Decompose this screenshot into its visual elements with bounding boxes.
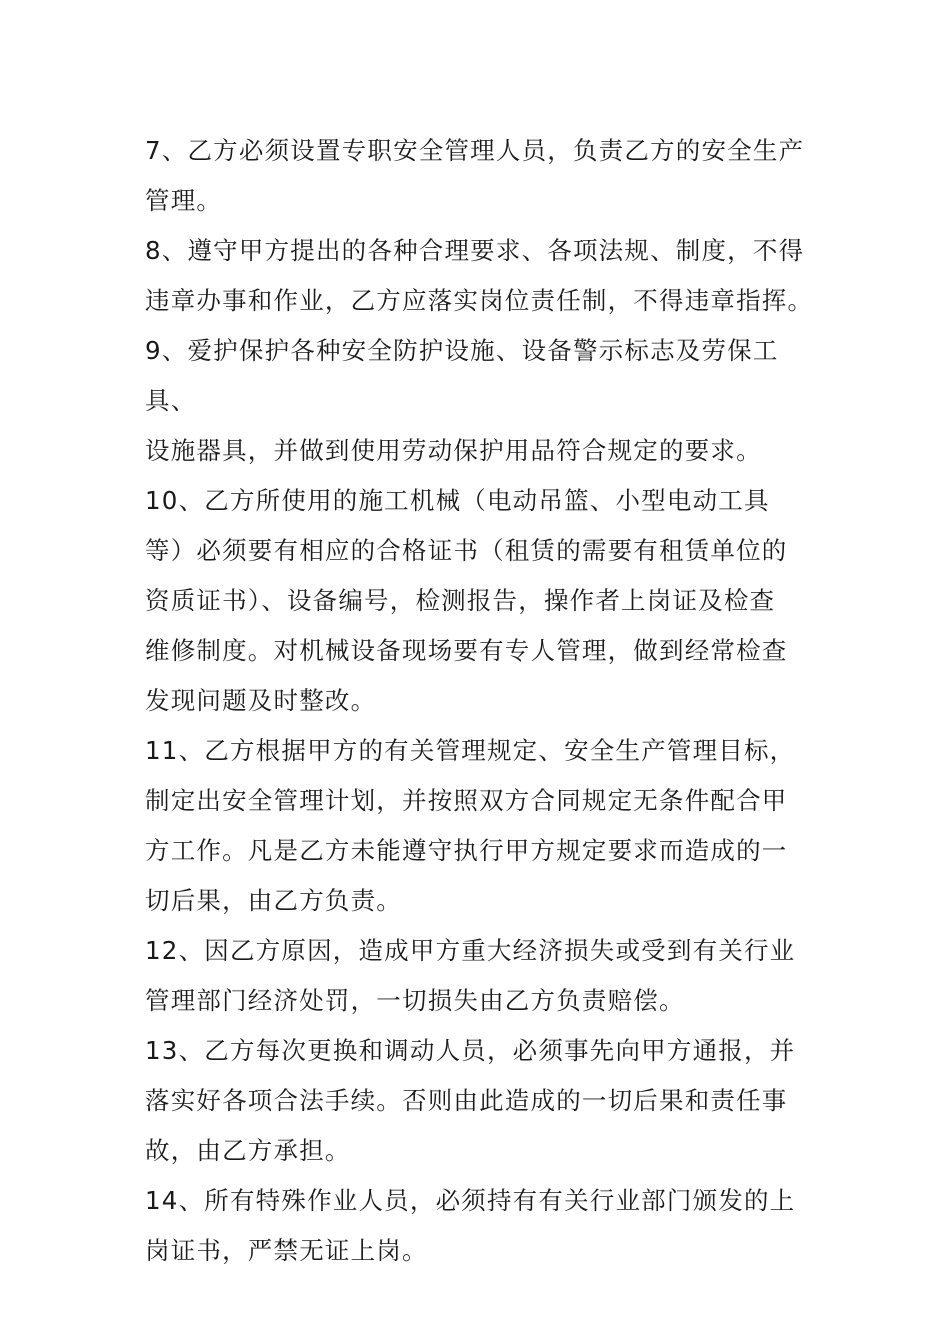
clause-line: 发现问题及时整改。: [145, 686, 377, 715]
clause-line: 故，由乙方承担。: [145, 1136, 351, 1165]
clause-line: 管理。: [145, 186, 223, 215]
clause-line: 10、乙方所使用的施工机械（电动吊篮、小型电动工具: [145, 486, 770, 515]
clause-8: [145, 226, 825, 326]
clause-line: 维修制度。对机械设备现场要有专人管理，做到经常检查: [145, 636, 788, 665]
clause-line: 方工作。凡是乙方未能遵守执行甲方规定要求而造成的一: [145, 836, 788, 865]
clause-line: 制定出安全管理计划，并按照双方合同规定无条件配合甲: [145, 786, 788, 815]
clause-line: 设施器具，并做到使用劳动保护用品符合规定的要求。: [145, 436, 762, 465]
clause-line: 资质证书）、设备编号，检测报告，操作者上岗证及检查: [145, 586, 776, 615]
clause-line: 违章办事和作业，乙方应落实岗位责任制，不得违章指挥。: [145, 286, 814, 315]
clause-14: [145, 1176, 825, 1276]
clause-10: [145, 476, 825, 726]
clause-11: [145, 726, 825, 926]
clause-9: [145, 326, 825, 476]
clause-line: 13、乙方每次更换和调动人员，必须事先向甲方通报，并: [145, 1036, 796, 1065]
clause-line: 12、因乙方原因，造成甲方重大经济损失或受到有关行业: [145, 936, 796, 965]
clause-13: [145, 1026, 825, 1176]
clause-line: 9、爱护保护各种安全防护设施、设备警示标志及劳保工具、: [145, 336, 779, 415]
clause-7: [145, 126, 825, 226]
clause-line: 8、遵守甲方提出的各种合理要求、各项法规、制度，不得: [145, 236, 805, 265]
clause-line: 14、所有特殊作业人员，必须持有有关行业部门颁发的上: [145, 1186, 796, 1215]
clause-line: 7、乙方必须设置专职安全管理人员，负责乙方的安全生产: [145, 136, 805, 165]
clause-line: 切后果，由乙方负责。: [145, 886, 402, 915]
clause-line: 11、乙方根据甲方的有关管理规定、安全生产管理目标，: [145, 736, 796, 765]
document-body: [145, 126, 825, 1276]
clause-line: 等）必须要有相应的合格证书（租赁的需要有租赁单位的: [145, 536, 788, 565]
clause-line: 管理部门经济处罚，一切损失由乙方负责赔偿。: [145, 986, 685, 1015]
clause-line: 岗证书，严禁无证上岗。: [145, 1236, 428, 1265]
clause-12: [145, 926, 825, 1026]
clause-line: 落实好各项合法手续。否则由此造成的一切后果和责任事: [145, 1086, 788, 1115]
